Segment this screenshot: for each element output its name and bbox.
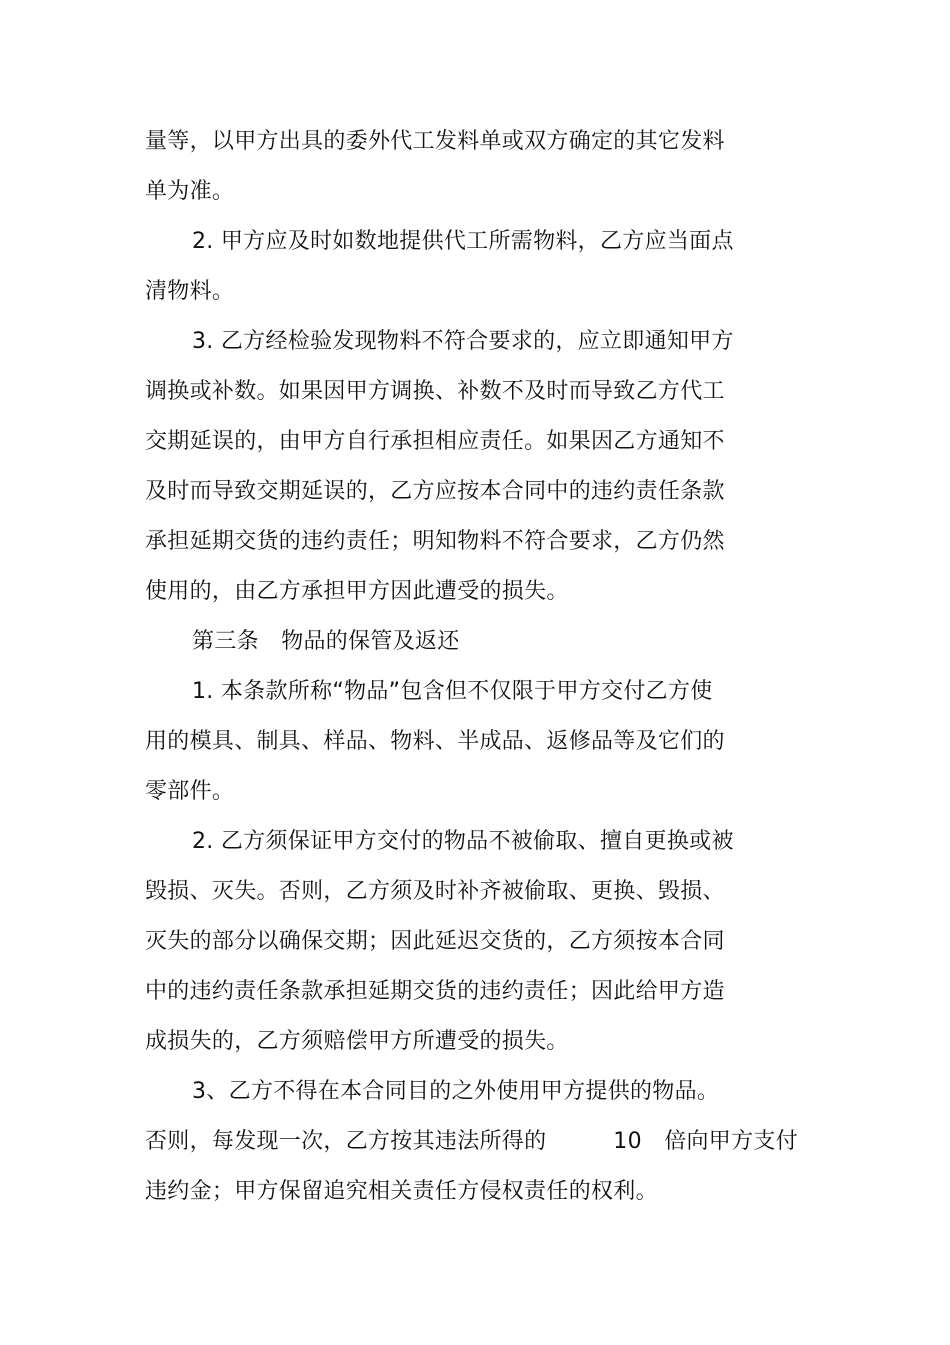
text-line: 1. 本条款所称“物品”包含但不仅限于甲方交付乙方使 <box>192 679 713 704</box>
text-line: 2. 乙方须保证甲方交付的物品不被偷取、擅自更换或被 <box>192 829 734 854</box>
text-line: 清物料。 <box>145 279 235 304</box>
text-line: 2. 甲方应及时如数地提供代工所需物料，乙方应当面点 <box>192 229 734 254</box>
text-line: 用的模具、制具、样品、物料、半成品、返修品等及它们的 <box>145 729 725 754</box>
text-line: 违约金；甲方保留追究相关责任方侵权责任的权利。 <box>145 1179 658 1204</box>
text-line: 量等，以甲方出具的委外代工发料单或双方确定的其它发料 <box>145 129 725 154</box>
text-line: 灭失的部分以确保交期；因此延迟交货的，乙方须按本合同 <box>145 929 725 954</box>
text-line: 中的违约责任条款承担延期交货的违约责任；因此给甲方造 <box>145 979 725 1004</box>
text-line: 毁损、灭失。否则，乙方须及时补齐被偷取、更换、毁损、 <box>145 879 725 904</box>
text-line: 3、乙方不得在本合同目的之外使用甲方提供的物品。 <box>192 1079 720 1104</box>
text-line: 使用的，由乙方承担甲方因此遭受的损失。 <box>145 579 569 604</box>
text-line: 3. 乙方经检验发现物料不符合要求的，应立即通知甲方 <box>192 329 734 354</box>
text-line: 单为准。 <box>145 179 235 204</box>
text-line: 及时而导致交期延误的，乙方应按本合同中的违约责任条款 <box>145 479 725 504</box>
text-line: 调换或补数。如果因甲方调换、补数不及时而导致乙方代工 <box>145 379 725 404</box>
text-line: 成损失的，乙方须赔偿甲方所遭受的损失。 <box>145 1029 569 1054</box>
section-heading: 第三条 物品的保管及返还 <box>192 629 460 654</box>
text-line: 否则，每发现一次，乙方按其违法所得的 10 倍向甲方支付 <box>145 1129 798 1154</box>
text-line: 承担延期交货的违约责任；明知物料不符合要求，乙方仍然 <box>145 529 725 554</box>
text-line: 零部件。 <box>145 779 235 804</box>
text-line: 交期延误的，由甲方自行承担相应责任。如果因乙方通知不 <box>145 429 725 454</box>
